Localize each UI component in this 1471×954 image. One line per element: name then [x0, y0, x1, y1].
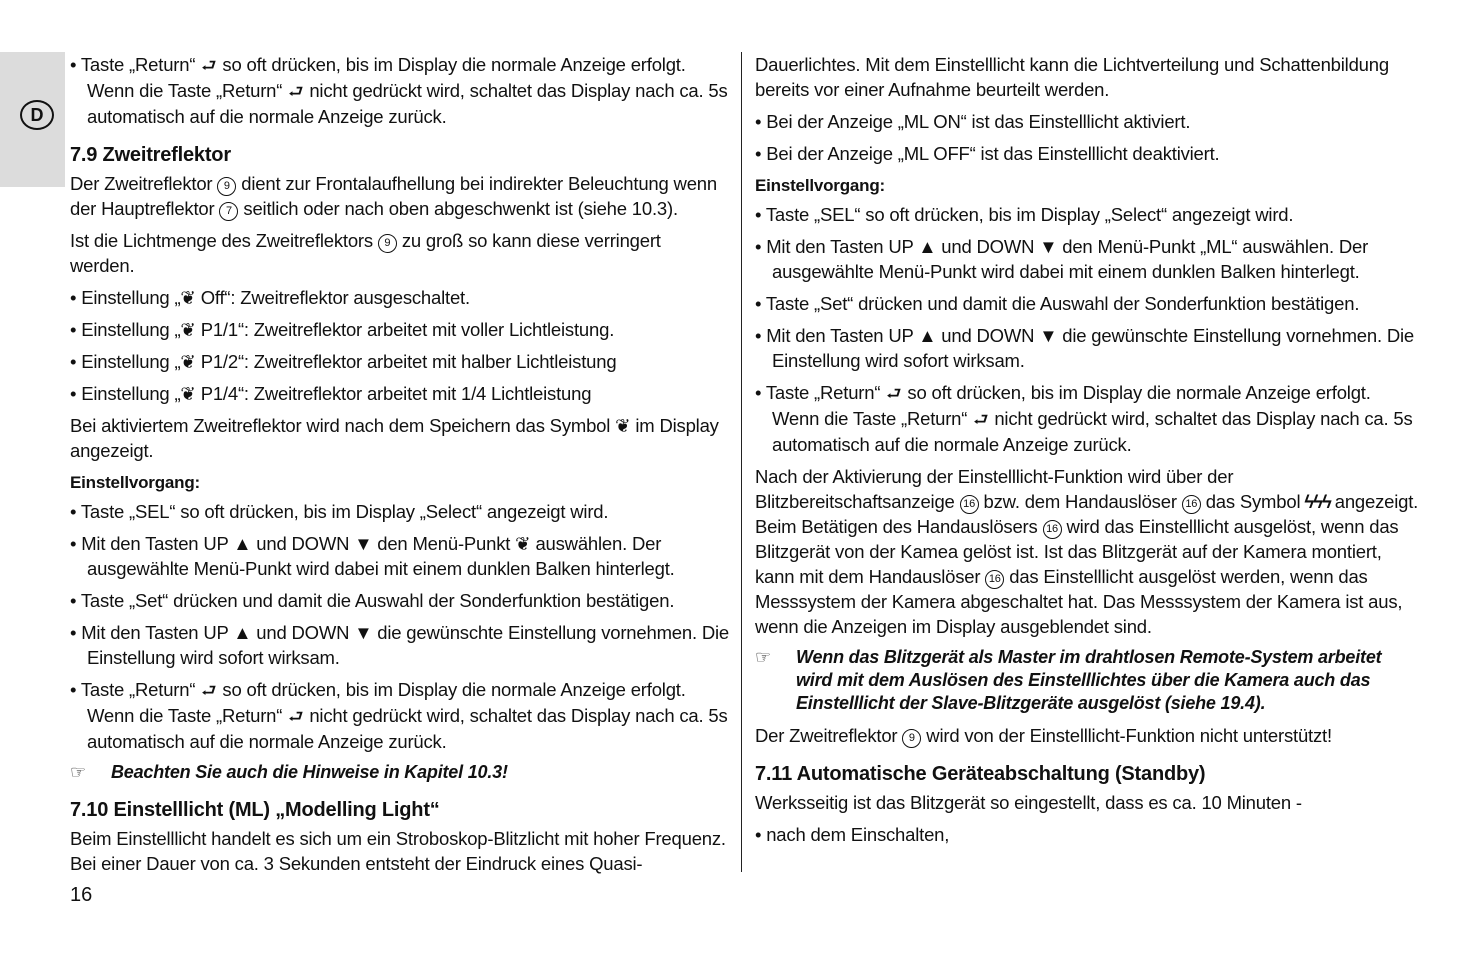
return-icon: ⮐: [886, 384, 902, 403]
subheading: Einstellvorgang:: [70, 473, 200, 492]
list-item: • Mit den Tasten UP ▲ und DOWN ▼ den Menü-Punkt „ML“ auswählen. Der ausgewählte Menü-Punkt wird dabei mit einem dunklen Balken hinterlegt.: [755, 236, 1369, 282]
right-column: [755, 52, 1420, 854]
list-item: • Taste „Return“ ⮐ so oft drücken, bis im Display die normale Anzeige erfolgt. Wenn die Taste „Return“ ⮐ nicht gedrückt wird, schaltet das Display nach ca. 5s automatisch auf die normale Anzeige zurück.: [755, 382, 1413, 455]
list-item: • Einstellung „❦ P1/1“: Zweitreflektor arbeitet mit voller Lichtleistung.: [70, 319, 615, 340]
callout-number: 9: [902, 729, 921, 748]
paragraph: Ist die Lichtmenge des Zweitreflektors 9 zu groß so kann diese verringert werden.: [70, 230, 661, 276]
reflector-icon: ❦: [615, 415, 631, 436]
return-icon: ⮐: [288, 82, 304, 101]
reflector-icon: ❦: [180, 383, 196, 404]
list-item: • Einstellung „❦ P1/4“: Zweitreflektor arbeitet mit 1/4 Lichtleistung: [70, 383, 592, 404]
callout-number: 7: [219, 202, 238, 221]
paragraph: Der Zweitreflektor 9 dient zur Frontalaufhellung bei indirekter Beleuchtung wenn der Hauptreflektor 7 seitlich oder nach oben abgeschwenkt ist (siehe 10.3).: [70, 173, 717, 219]
paragraph: Beim Einstelllicht handelt es sich um ein Stroboskop-Blitzlicht mit hoher Frequenz. Bei einer Dauer von ca. 3 Sekunden entsteht der Eindruck eines Quasi-: [70, 828, 726, 874]
section-heading-7-9: 7.9 Zweitreflektor: [70, 144, 231, 166]
reflector-icon: ❦: [180, 319, 196, 340]
list-item: • Taste „Return“ ⮐ so oft drücken, bis im Display die normale Anzeige erfolgt. Wenn die Taste „Return“ ⮐ nicht gedrückt wird, schaltet das Display nach ca. 5s automatisch auf die normale Anzeige zurück.: [70, 54, 728, 127]
reflector-icon: ❦: [180, 351, 196, 372]
callout-number: 16: [1182, 495, 1201, 514]
list-item: • nach dem Einschalten,: [755, 824, 950, 845]
paragraph: Der Zweitreflektor 9 wird von der Einstelllicht-Funktion nicht unterstützt!: [755, 725, 1332, 746]
pointing-hand-icon: ☞: [755, 647, 771, 667]
pointing-hand-icon: ☞: [70, 762, 86, 782]
language-badge: D: [20, 100, 54, 130]
list-item: • Bei der Anzeige „ML ON“ ist das Einstelllicht aktiviert.: [755, 111, 1191, 132]
reflector-icon: ❦: [180, 287, 196, 308]
left-column: [70, 52, 730, 883]
paragraph: Werksseitig ist das Blitzgerät so eingestellt, dass es ca. 10 Minuten -: [755, 792, 1302, 813]
section-heading-7-11: 7.11 Automatische Geräteabschaltung (Standby): [755, 763, 1206, 785]
list-item: • Bei der Anzeige „ML OFF“ ist das Einstelllicht deaktiviert.: [755, 143, 1220, 164]
page-number: 16: [70, 884, 93, 906]
callout-number: 9: [378, 234, 397, 253]
column-divider: [741, 52, 742, 872]
callout-number: 16: [960, 495, 979, 514]
note: ☞ Beachten Sie auch die Hinweise in Kapitel 10.3!: [70, 762, 508, 782]
paragraph: Bei aktiviertem Zweitreflektor wird nach dem Speichern das Symbol ❦ im Display angezeigt.: [70, 415, 719, 461]
list-item: • Einstellung „❦ Off“: Zweitreflektor ausgeschaltet.: [70, 287, 470, 308]
list-item: • Taste „SEL“ so oft drücken, bis im Display „Select“ angezeigt wird.: [755, 204, 1294, 225]
return-icon: ⮐: [201, 681, 217, 700]
callout-number: 16: [1043, 520, 1062, 539]
list-item: • Taste „SEL“ so oft drücken, bis im Display „Select“ angezeigt wird.: [70, 501, 609, 522]
return-icon: ⮐: [973, 410, 989, 429]
paragraph: Dauerlichtes. Mit dem Einstelllicht kann die Lichtverteilung und Schattenbildung bereits vor einer Aufnahme beurteilt werden.: [755, 54, 1389, 100]
paragraph: Nach der Aktivierung der Einstelllicht-Funktion wird über der Blitzbereitschaftsanzeige 16 bzw. dem Handauslöser 16 das Symbol ϟϟϟ angezeigt. Beim Betätigen des Handauslösers 16 wird das Einstelllicht ausgelöst, wenn das Blitzgerät von der Kamea gelöst ist. Ist das Blitzgerät auf der Kamera montiert, kann mit dem Handauslöser 16 das Einstelllicht ausgelöst werden, wenn das Messsystem der Kamera abgeschaltet hat. Das Messsystem der Kamera ist aus, wenn die Anzeigen im Display ausgeblendet sind.: [755, 466, 1419, 637]
flash-icon: ϟϟϟ: [1304, 491, 1331, 512]
list-item: • Mit den Tasten UP ▲ und DOWN ▼ die gewünschte Einstellung vornehmen. Die Einstellung wird sofort wirksam.: [755, 325, 1414, 371]
subheading: Einstellvorgang:: [755, 176, 885, 195]
section-heading-7-10: 7.10 Einstelllicht (ML) „Modelling Light“: [70, 799, 440, 821]
note: ☞ Wenn das Blitzgerät als Master im drahtlosen Remote-System arbeitet wird mit dem Auslösen des Einstelllichtes über die Kamera auch das Einstelllicht der Slave-Blitzgeräte ausgelöst (siehe 19.4).: [755, 647, 1382, 713]
list-item: • Mit den Tasten UP ▲ und DOWN ▼ die gewünschte Einstellung vornehmen. Die Einstellung wird sofort wirksam.: [70, 622, 729, 668]
list-item: • Taste „Set“ drücken und damit die Auswahl der Sonderfunktion bestätigen.: [755, 293, 1360, 314]
callout-number: 9: [217, 177, 236, 196]
list-item: • Einstellung „❦ P1/2“: Zweitreflektor arbeitet mit halber Lichtleistung: [70, 351, 617, 372]
callout-number: 16: [985, 570, 1004, 589]
list-item: • Taste „Return“ ⮐ so oft drücken, bis im Display die normale Anzeige erfolgt. Wenn die Taste „Return“ ⮐ nicht gedrückt wird, schaltet das Display nach ca. 5s automatisch auf die normale Anzeige zurück.: [70, 679, 728, 752]
list-item: • Mit den Tasten UP ▲ und DOWN ▼ den Menü-Punkt ❦ auswählen. Der ausgewählte Menü-Punkt wird dabei mit einem dunklen Balken hinterlegt.: [70, 533, 675, 579]
return-icon: ⮐: [201, 56, 217, 75]
list-item: • Taste „Set“ drücken und damit die Auswahl der Sonderfunktion bestätigen.: [70, 590, 675, 611]
return-icon: ⮐: [288, 707, 304, 726]
reflector-icon: ❦: [515, 533, 531, 554]
